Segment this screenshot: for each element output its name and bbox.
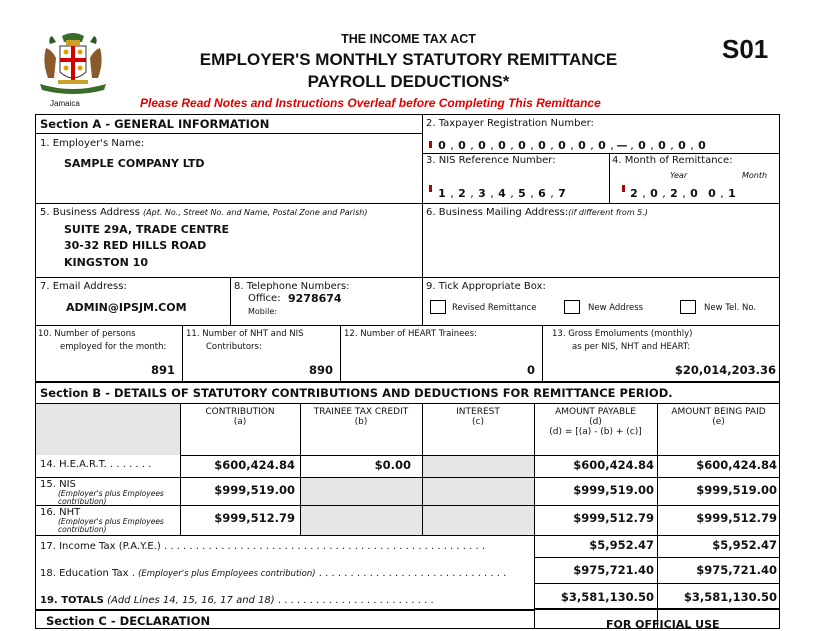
trn-digit-separator: , xyxy=(470,139,474,152)
nis-digit-separator: , xyxy=(450,187,454,200)
education-tax-paid-field[interactable]: $975,721.40 xyxy=(696,563,777,577)
revised-remittance-checkbox[interactable] xyxy=(430,300,446,314)
month-field[interactable] xyxy=(704,187,740,200)
year-digit: 0 xyxy=(690,187,698,200)
trn-digit-separator: , xyxy=(510,139,514,152)
paye-paid-field[interactable]: $5,952.47 xyxy=(712,538,777,552)
trn-digit: 0 xyxy=(658,139,666,152)
trn-digit-separator: , xyxy=(670,139,674,152)
nis-marker-icon xyxy=(429,185,432,192)
month-digit: 1 xyxy=(728,187,736,200)
totals-payable-field[interactable]: $3,581,130.50 xyxy=(560,590,654,604)
trn-digit-separator: , xyxy=(450,139,454,152)
year-field[interactable] xyxy=(626,187,702,200)
heart-trainee-credit-field[interactable]: $0.00 xyxy=(374,458,411,472)
year-digit-separator: , xyxy=(682,187,686,200)
trn-digit-separator: , xyxy=(590,139,594,152)
heart-trainees-field[interactable]: 0 xyxy=(526,363,535,377)
trn-digit: 0 xyxy=(538,139,546,152)
trn-digit-separator: , xyxy=(490,139,494,152)
form-subtitle: PAYROLL DEDUCTIONS* xyxy=(307,72,510,91)
nis-digit: 6 xyxy=(538,187,546,200)
gross-emoluments-label-2: as per NIS, NHT and HEART: xyxy=(572,342,691,352)
section-a-title: Section A - GENERAL INFORMATION xyxy=(40,117,270,131)
col-amount-paid-header: AMOUNT BEING PAID (e) xyxy=(671,407,766,427)
heart-contribution-field[interactable]: $600,424.84 xyxy=(214,458,295,472)
nis-digit-separator: , xyxy=(510,187,514,200)
new-address-checkbox[interactable] xyxy=(564,300,580,314)
month-digit: 0 xyxy=(708,187,716,200)
new-address-label: New Address xyxy=(588,303,644,313)
trn-digit: 0 xyxy=(478,139,486,152)
trn-digit-separator: , xyxy=(690,139,694,152)
telephone-label: 8. Telephone Numbers: xyxy=(234,281,350,292)
persons-employed-label-2: employed for the month: xyxy=(60,342,167,352)
heart-row-label: 14. H.E.A.R.T. . . . . . . . xyxy=(40,459,152,470)
trn-digit: 0 xyxy=(698,139,706,152)
nis-digit-separator: , xyxy=(530,187,534,200)
nis-digit: 7 xyxy=(558,187,566,200)
form-grid xyxy=(35,114,780,629)
year-label: Year xyxy=(670,171,688,180)
trn-digit-separator: , xyxy=(650,139,654,152)
section-c-title: Section C - DECLARATION xyxy=(46,614,211,628)
month-digit-separator: , xyxy=(720,187,724,200)
year-digit: 2 xyxy=(630,187,638,200)
new-tel-label: New Tel. No. xyxy=(704,303,757,313)
year-digit: 2 xyxy=(670,187,678,200)
heart-trainees-label: 12. Number of HEART Trainees: xyxy=(344,329,477,339)
mobile-phone-label: Mobile: xyxy=(248,307,277,316)
nis-contribution-field[interactable]: $999,519.00 xyxy=(214,483,295,497)
tick-box-label: 9. Tick Appropriate Box: xyxy=(426,281,546,292)
new-tel-checkbox[interactable] xyxy=(680,300,696,314)
nis-digit-separator: , xyxy=(550,187,554,200)
country-label: Jamaica xyxy=(50,99,80,108)
business-address-line-1[interactable]: SUITE 29A, TRADE CENTRE xyxy=(64,223,230,236)
nht-nis-contributors-field[interactable]: 890 xyxy=(308,363,333,377)
month-of-remittance-label: 4. Month of Remittance: xyxy=(612,155,733,166)
act-title: THE INCOME TAX ACT xyxy=(341,32,476,46)
nis-digit: 5 xyxy=(518,187,526,200)
persons-employed-field[interactable]: 891 xyxy=(150,363,175,377)
nis-row-label: 15. NIS xyxy=(40,479,76,490)
business-address-label: 5. Business Address (Apt. No., Street No. and Name, Postal Zone and Parish) xyxy=(40,207,368,218)
nht-contribution-field[interactable]: $999,512.79 xyxy=(214,511,295,525)
trn-digit: — xyxy=(616,139,628,152)
business-address-line-2[interactable]: 30-32 RED HILLS ROAD xyxy=(64,239,207,252)
nis-reference-label: 3. NIS Reference Number: xyxy=(426,155,556,166)
nht-row-hint: (Employer's plus Employees contribution) xyxy=(58,517,164,534)
nis-payable-field[interactable]: $999,519.00 xyxy=(573,483,654,497)
education-tax-payable-field[interactable]: $975,721.40 xyxy=(573,563,654,577)
nht-nis-contributors-label-1: 11. Number of NHT and NIS xyxy=(186,329,304,339)
col-interest-header: INTEREST (c) xyxy=(456,407,500,427)
heart-payable-field[interactable]: $600,424.84 xyxy=(573,458,654,472)
section-b-title: Section B - DETAILS OF STATUTORY CONTRIBUTIONS AND DEDUCTIONS FOR REMITTANCE PERIOD. xyxy=(40,386,673,400)
nis-digit: 3 xyxy=(478,187,486,200)
office-phone-label: Office: xyxy=(248,293,281,304)
nht-row-label: 16. NHT xyxy=(40,507,81,518)
nis-paid-field[interactable]: $999,519.00 xyxy=(696,483,777,497)
instructions-notice: Please Read Notes and Instructions Overleaf before Completing This Remittance xyxy=(140,96,601,110)
email-label: 7. Email Address: xyxy=(40,281,127,292)
employer-name-label: 1. Employer's Name: xyxy=(40,138,145,149)
trn-digit: 0 xyxy=(498,139,506,152)
year-digit: 0 xyxy=(650,187,658,200)
nht-paid-field[interactable]: $999,512.79 xyxy=(696,511,777,525)
trn-field[interactable] xyxy=(434,139,710,152)
revised-remittance-label: Revised Remittance xyxy=(452,303,537,313)
col-contribution-header: CONTRIBUTION (a) xyxy=(205,407,275,427)
mailing-address-label: 6. Business Mailing Address:(if different from 5.) xyxy=(426,207,648,218)
gross-emoluments-label-1: 13. Gross Emoluments (monthly) xyxy=(552,329,693,339)
business-address-line-3[interactable]: KINGSTON 10 xyxy=(64,256,148,269)
trn-digit-separator: , xyxy=(610,139,614,152)
education-tax-row-label: 18. Education Tax . (Employer's plus Employees contribution) . . . . . . . . . . . . . . . . . . . . . . . . . . . . . . xyxy=(40,568,507,579)
trn-digit-separator: , xyxy=(550,139,554,152)
col-trainee-credit-header: TRAINEE TAX CREDIT (b) xyxy=(313,407,409,427)
totals-paid-field[interactable]: $3,581,130.50 xyxy=(683,590,777,604)
nht-payable-field[interactable]: $999,512.79 xyxy=(573,511,654,525)
nis-digit-separator: , xyxy=(490,187,494,200)
paye-row-label: 17. Income Tax (P.A.Y.E.) . . . . . . . . . . . . . . . . . . . . . . . . . . . . . . . . . . . . . . . . . . . . . . . . . . . xyxy=(40,541,486,552)
trn-digit: 0 xyxy=(458,139,466,152)
paye-payable-field[interactable]: $5,952.47 xyxy=(589,538,654,552)
nis-reference-field[interactable] xyxy=(434,187,570,200)
nht-nis-contributors-label-2: Contributors: xyxy=(206,342,262,352)
nis-digit: 4 xyxy=(498,187,506,200)
employer-name-field[interactable]: SAMPLE COMPANY LTD xyxy=(64,157,205,170)
trn-digit: 0 xyxy=(518,139,526,152)
month-marker-icon xyxy=(622,185,625,192)
year-digit-separator: , xyxy=(642,187,646,200)
nis-row-hint: (Employer's plus Employees contribution) xyxy=(58,489,164,506)
trn-digit-separator: , xyxy=(630,139,634,152)
email-field[interactable]: ADMIN@IPSJM.COM xyxy=(66,301,187,314)
official-use-label: FOR OFFICIAL USE xyxy=(606,618,720,631)
col-amount-payable-header: AMOUNT PAYABLE (d) (d) = [(a) - (b) + (c)] xyxy=(549,407,642,437)
year-digit-separator: , xyxy=(662,187,666,200)
trn-digit-separator: , xyxy=(570,139,574,152)
trn-digit: 0 xyxy=(678,139,686,152)
gross-emoluments-field[interactable]: $20,014,203.36 xyxy=(674,363,776,377)
trn-digit: 0 xyxy=(598,139,606,152)
form-title: EMPLOYER'S MONTHLY STATUTORY REMITTANCE xyxy=(199,50,618,69)
trn-label: 2. Taxpayer Registration Number: xyxy=(426,118,594,129)
nis-digit-separator: , xyxy=(470,187,474,200)
persons-employed-label-1: 10. Number of persons xyxy=(38,329,136,339)
nis-digit: 2 xyxy=(458,187,466,200)
trn-digit-separator: , xyxy=(530,139,534,152)
totals-row-label: 19. TOTALS (Add Lines 14, 15, 16, 17 and 18) . . . . . . . . . . . . . . . . . . . . . . . . . xyxy=(40,595,434,606)
trn-digit: 0 xyxy=(578,139,586,152)
office-phone-field[interactable]: 9278674 xyxy=(288,292,342,305)
nis-digit: 1 xyxy=(438,187,446,200)
trn-digit: 0 xyxy=(438,139,446,152)
trn-digit: 0 xyxy=(558,139,566,152)
month-label: Month xyxy=(742,171,768,180)
trn-marker-icon xyxy=(429,141,432,148)
form-number: S01 xyxy=(722,34,769,64)
trn-digit: 0 xyxy=(638,139,646,152)
heart-paid-field[interactable]: $600,424.84 xyxy=(696,458,777,472)
